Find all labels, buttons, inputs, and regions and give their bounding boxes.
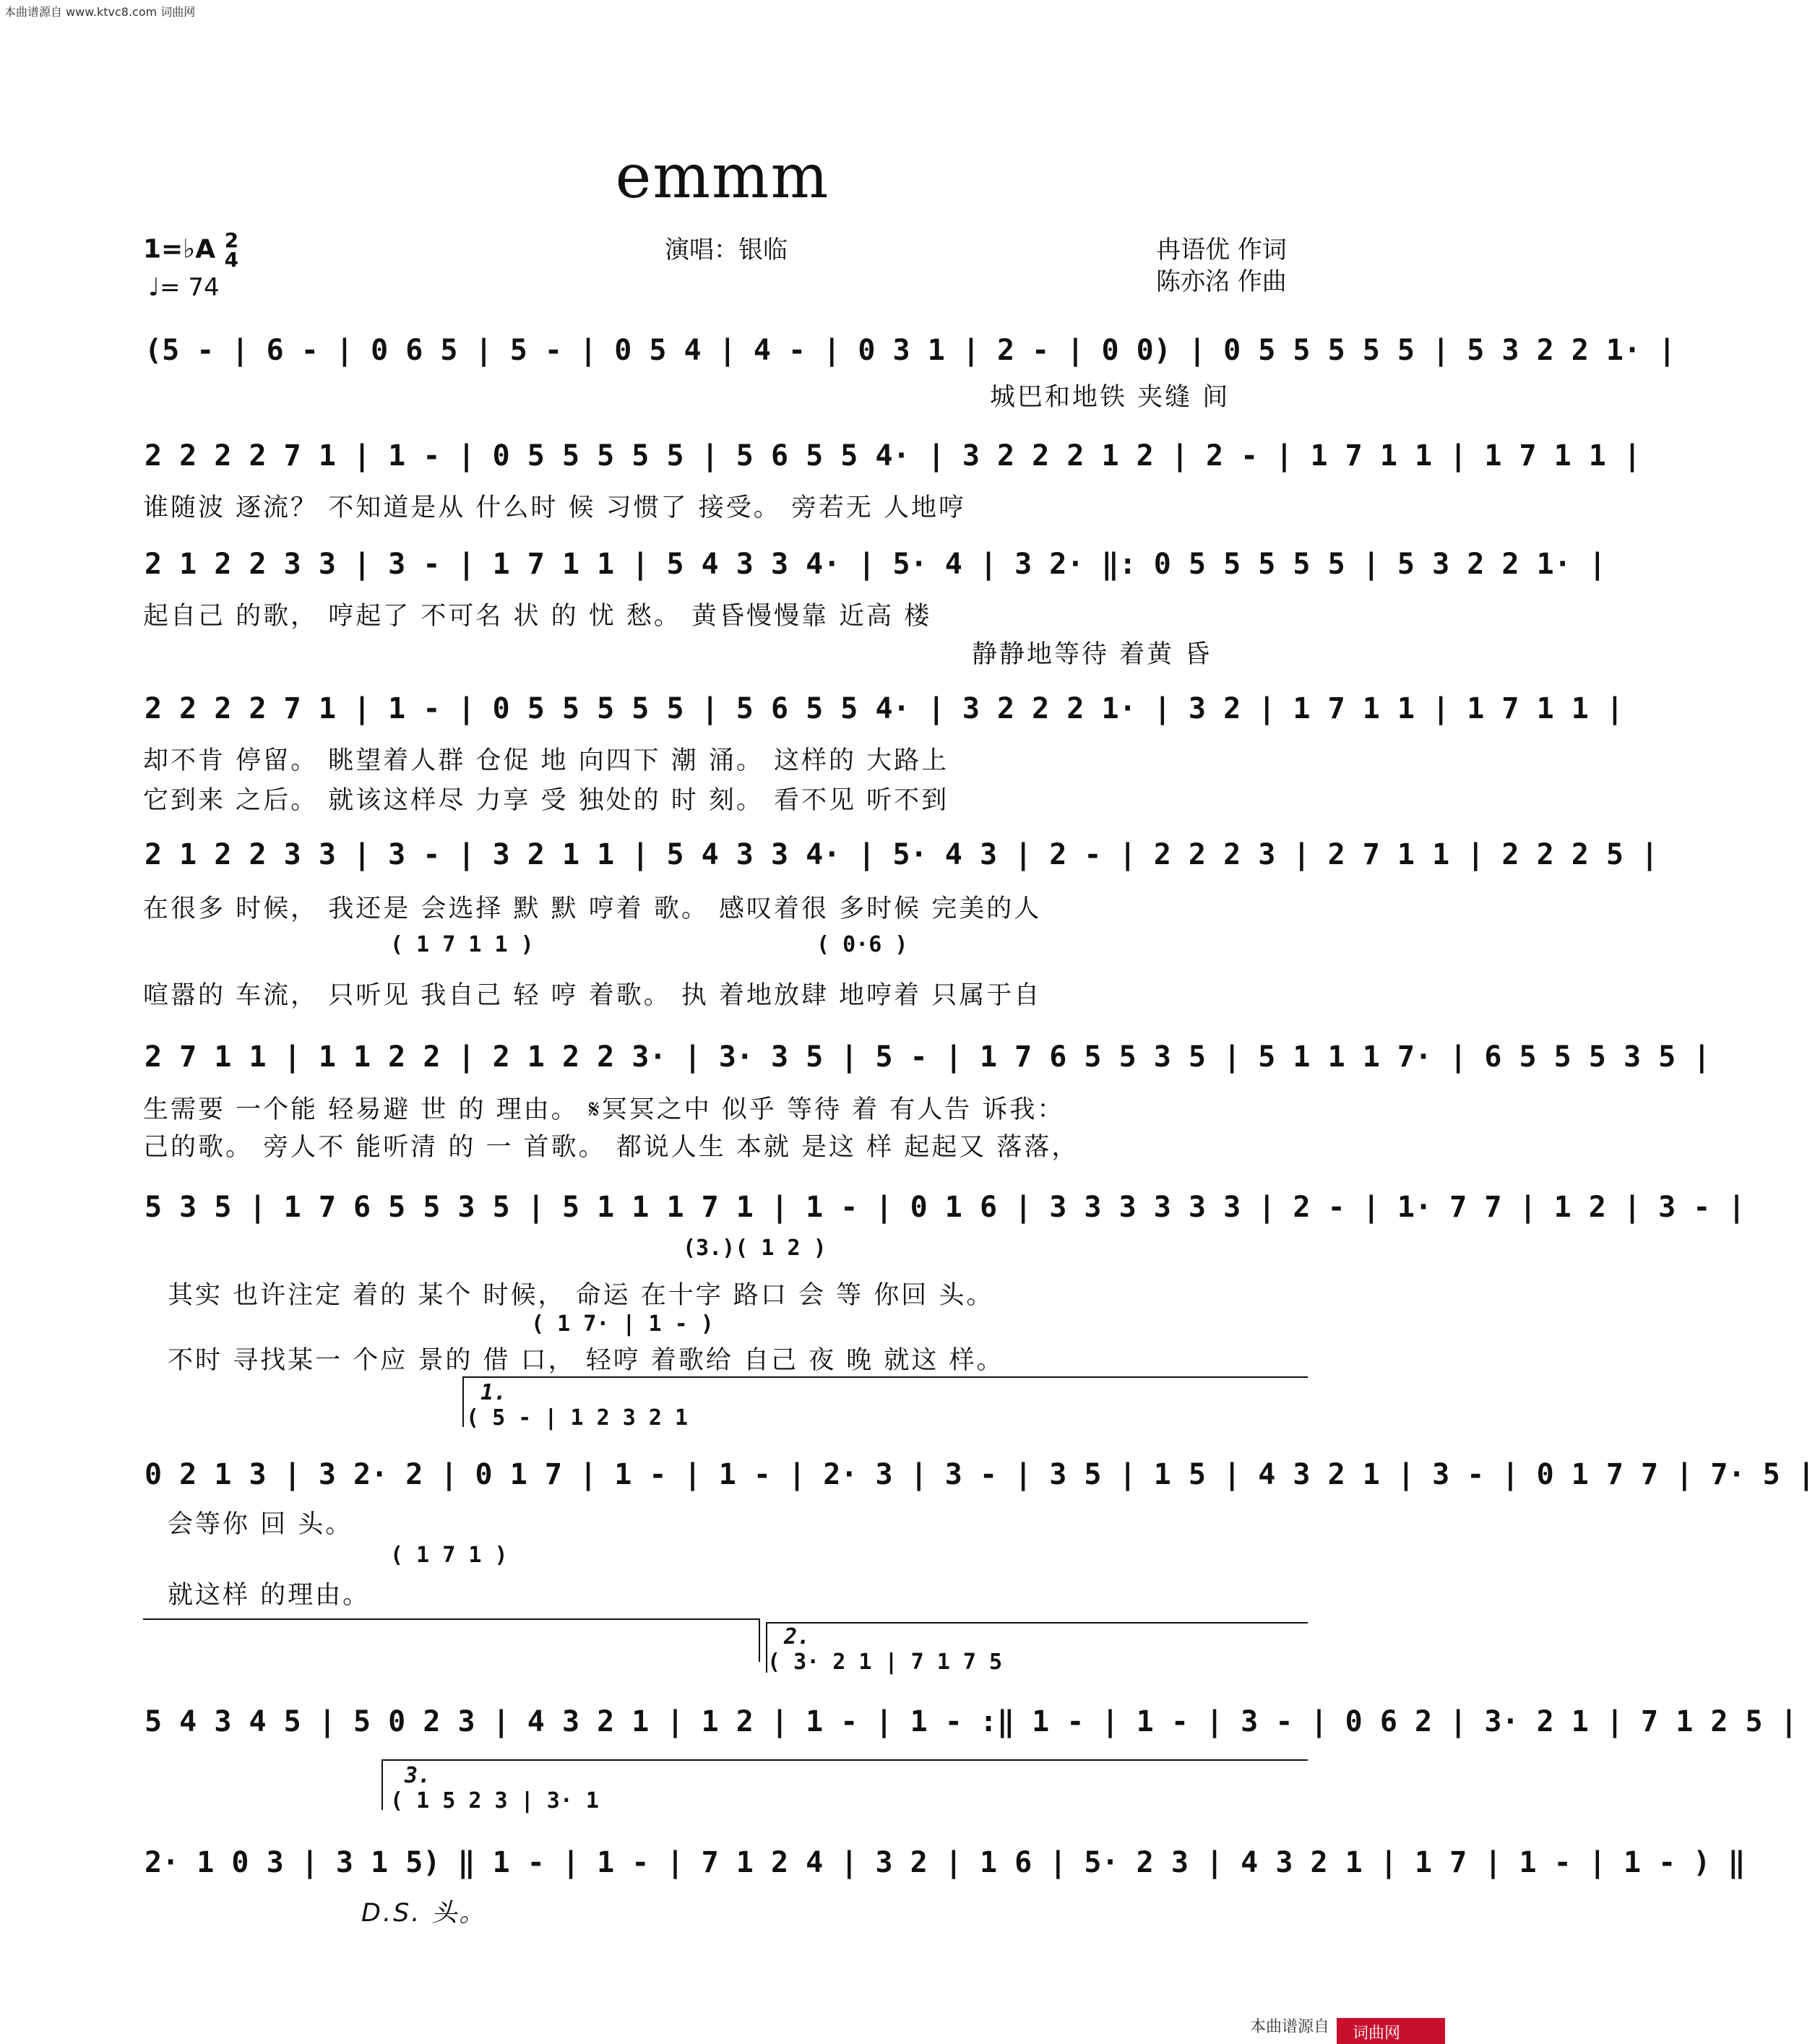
lyrics-row-8a: 会等你 回 头。 [168,1510,353,1539]
notation-row-7: 5 3 5 | 1 7 6 5 5 3 5 | 5 1 1 1 7 1 | 1 - | 0 1 6 | 3 3 3 3 3 3 | 2 - | 1· 7 7 | 1 2 | 3 - | [145,1191,1746,1224]
volta-1-hook [462,1376,464,1427]
time-sig-den: 4 [224,247,239,272]
lyrics-row-7b: 不时 寻找某一 个应 景的 借 口， 轻哼 着歌给 自己 夜 晚 就这 样。 [168,1346,1004,1375]
composer: 陈亦洺 作曲 [1156,267,1287,296]
alt-notes-3: (3.)( 1 2 ) [683,1236,827,1261]
alt-notes-1: ( 1 7 1 1 ) [390,932,534,957]
volta-3-notes: ( 1 5 2 3 | 3· 1 [390,1788,599,1814]
lyrics-row-4b: 它到来 之后。 就该这样尽 力享 受 独处的 时 刻。 看不见 听不到 [143,786,949,815]
singer: 演唱：银临 [665,236,788,264]
notation-row-9: 5 4 3 4 5 | 5 0 2 3 | 4 3 2 1 | 1 2 | 1 - | 1 - :‖ 1 - | 1 - | 3 - | 0 6 2 | 3· 2 1 | 7 1 2 5 | [145,1705,1798,1738]
lyrics-row-2: 谁随波 逐流？ 不知道是从 什么时 候 习惯了 接受。 旁若无 人地哼 [143,493,967,522]
brand-badge [1337,2018,1445,2044]
volta-2-label: 2. [784,1624,811,1650]
volta-3-hook [381,1759,383,1810]
brand-badge-text: 词曲网 [1353,2024,1401,2043]
lyrics-row-1: 城巴和地铁 夹缝 间 [990,383,1230,412]
notation-row-6: 2 7 1 1 | 1 1 2 2 | 2 1 2 2 3· | 3· 3 5 | 5 - | 1 7 6 5 5 3 5 | 5 1 1 1 7· | 6 5 5 5 3 5 | [145,1040,1711,1074]
notation-row-10: 2· 1 0 3 | 3 1 5) ‖ 1 - | 1 - | 7 1 2 4 | 3 2 | 1 6 | 5· 2 3 | 4 3 2 1 | 1 7 | 1 - | 1 - ) ‖ [145,1846,1746,1879]
lyrics-row-6b: 己的歌。 旁人不 能听清 的 一 首歌。 都说人生 本就 是这 样 起起又 落落， [143,1133,1079,1162]
watermark-top: 本曲谱源自 www.ktvc8.com 词曲网 [4,5,196,19]
alt-notes-5: ( 1 7 1 ) [390,1543,508,1568]
notation-row-4: 2 2 2 2 7 1 | 1 - | 0 5 5 5 5 5 | 5 6 5 5 4· | 3 2 2 2 1· | 3 2 | 1 7 1 1 | 1 7 1 1 | [145,692,1624,725]
lyrics-row-4a: 却不肯 停留。 眺望着人群 仓促 地 向四下 潮 涌。 这样的 大路上 [143,746,949,775]
lyrics-row-3a: 起自己 的歌， 哼起了 不可名 状 的 忧 愁。 黄昏慢慢靠 近高 楼 [143,602,932,631]
volta-2-line [766,1622,1308,1623]
lyrics-row-6a: 生需要 一个能 轻易避 世 的 理由。 𝄋冥冥之中 似乎 等待 着 有人告 诉我： [143,1095,1065,1124]
lyrics-row-3b: 静静地等待 着黄 昏 [972,640,1212,669]
key-signature [143,228,239,272]
volta-3-line [381,1759,1308,1761]
tempo: ♩= 74 [148,273,220,302]
volta-upper-line [143,1618,759,1620]
lyricist: 冉语优 作词 [1156,236,1287,264]
volta-3-label: 3. [405,1763,431,1788]
volta-1-label: 1. [480,1380,507,1405]
volta-1-notes: ( 5 - | 1 2 3 2 1 [466,1405,689,1431]
alt-notes-4: ( 1 7· | 1 - ) [531,1311,714,1337]
volta-2-notes: ( 3· 2 1 | 7 1 7 5 [767,1650,1003,1675]
volta-1-line [462,1376,1308,1378]
lyrics-row-7a: 其实 也许注定 着的 某个 时候， 命运 在十字 路口 会 等 你回 头。 [168,1281,994,1310]
song-title: emmm [615,141,830,212]
watermark-bottom: 本曲谱源自 [1249,2018,1329,2036]
time-sig-num: 2 [224,228,239,252]
lyrics-row-5b: 喧嚣的 车流， 只听见 我自己 轻 哼 着歌。 执 着地放肆 地哼着 只属于自 [143,981,1042,1010]
notation-row-1: (5 - | 6 - | 0 6 5 | 5 - | 0 5 4 | 4 - | 0 3 1 | 2 - | 0 0) | 0 5 5 5 5 5 | 5 3 2 2 1· | [145,334,1676,367]
lyrics-row-5a: 在很多 时候， 我还是 会选择 默 默 哼着 歌。 感叹着很 多时候 完美的人 [143,894,1042,923]
notation-row-5: 2 1 2 2 3 3 | 3 - | 3 2 1 1 | 5 4 3 3 4· | 5· 4 3 | 2 - | 2 2 2 3 | 2 7 1 1 | 2 2 2 5 | [145,838,1659,871]
notation-row-8: 0 2 1 3 | 3 2· 2 | 0 1 7 | 1 - | 1 - | 2· 3 | 3 - | 3 5 | 1 5 | 4 3 2 1 | 3 - | 0 1 7 7 | 7· 5 | [145,1458,1815,1491]
key-text: 1=♭A [143,234,216,264]
time-signature [224,228,239,272]
volta-upper-hook [759,1618,760,1662]
notation-row-2: 2 2 2 2 7 1 | 1 - | 0 5 5 5 5 5 | 5 6 5 5 4· | 3 2 2 2 1 2 | 2 - | 1 7 1 1 | 1 7 1 1 | [145,439,1642,473]
lyrics-row-10: D.S. 头。 [361,1899,487,1928]
alt-notes-2: ( 0·6 ) [816,932,908,957]
lyrics-row-8b: 就这样 的理由。 [168,1581,371,1610]
notation-row-3: 2 1 2 2 3 3 | 3 - | 1 7 1 1 | 5 4 3 3 4· | 5· 4 | 3 2· ‖: 0 5 5 5 5 5 | 5 3 2 2 1· | [145,548,1606,581]
